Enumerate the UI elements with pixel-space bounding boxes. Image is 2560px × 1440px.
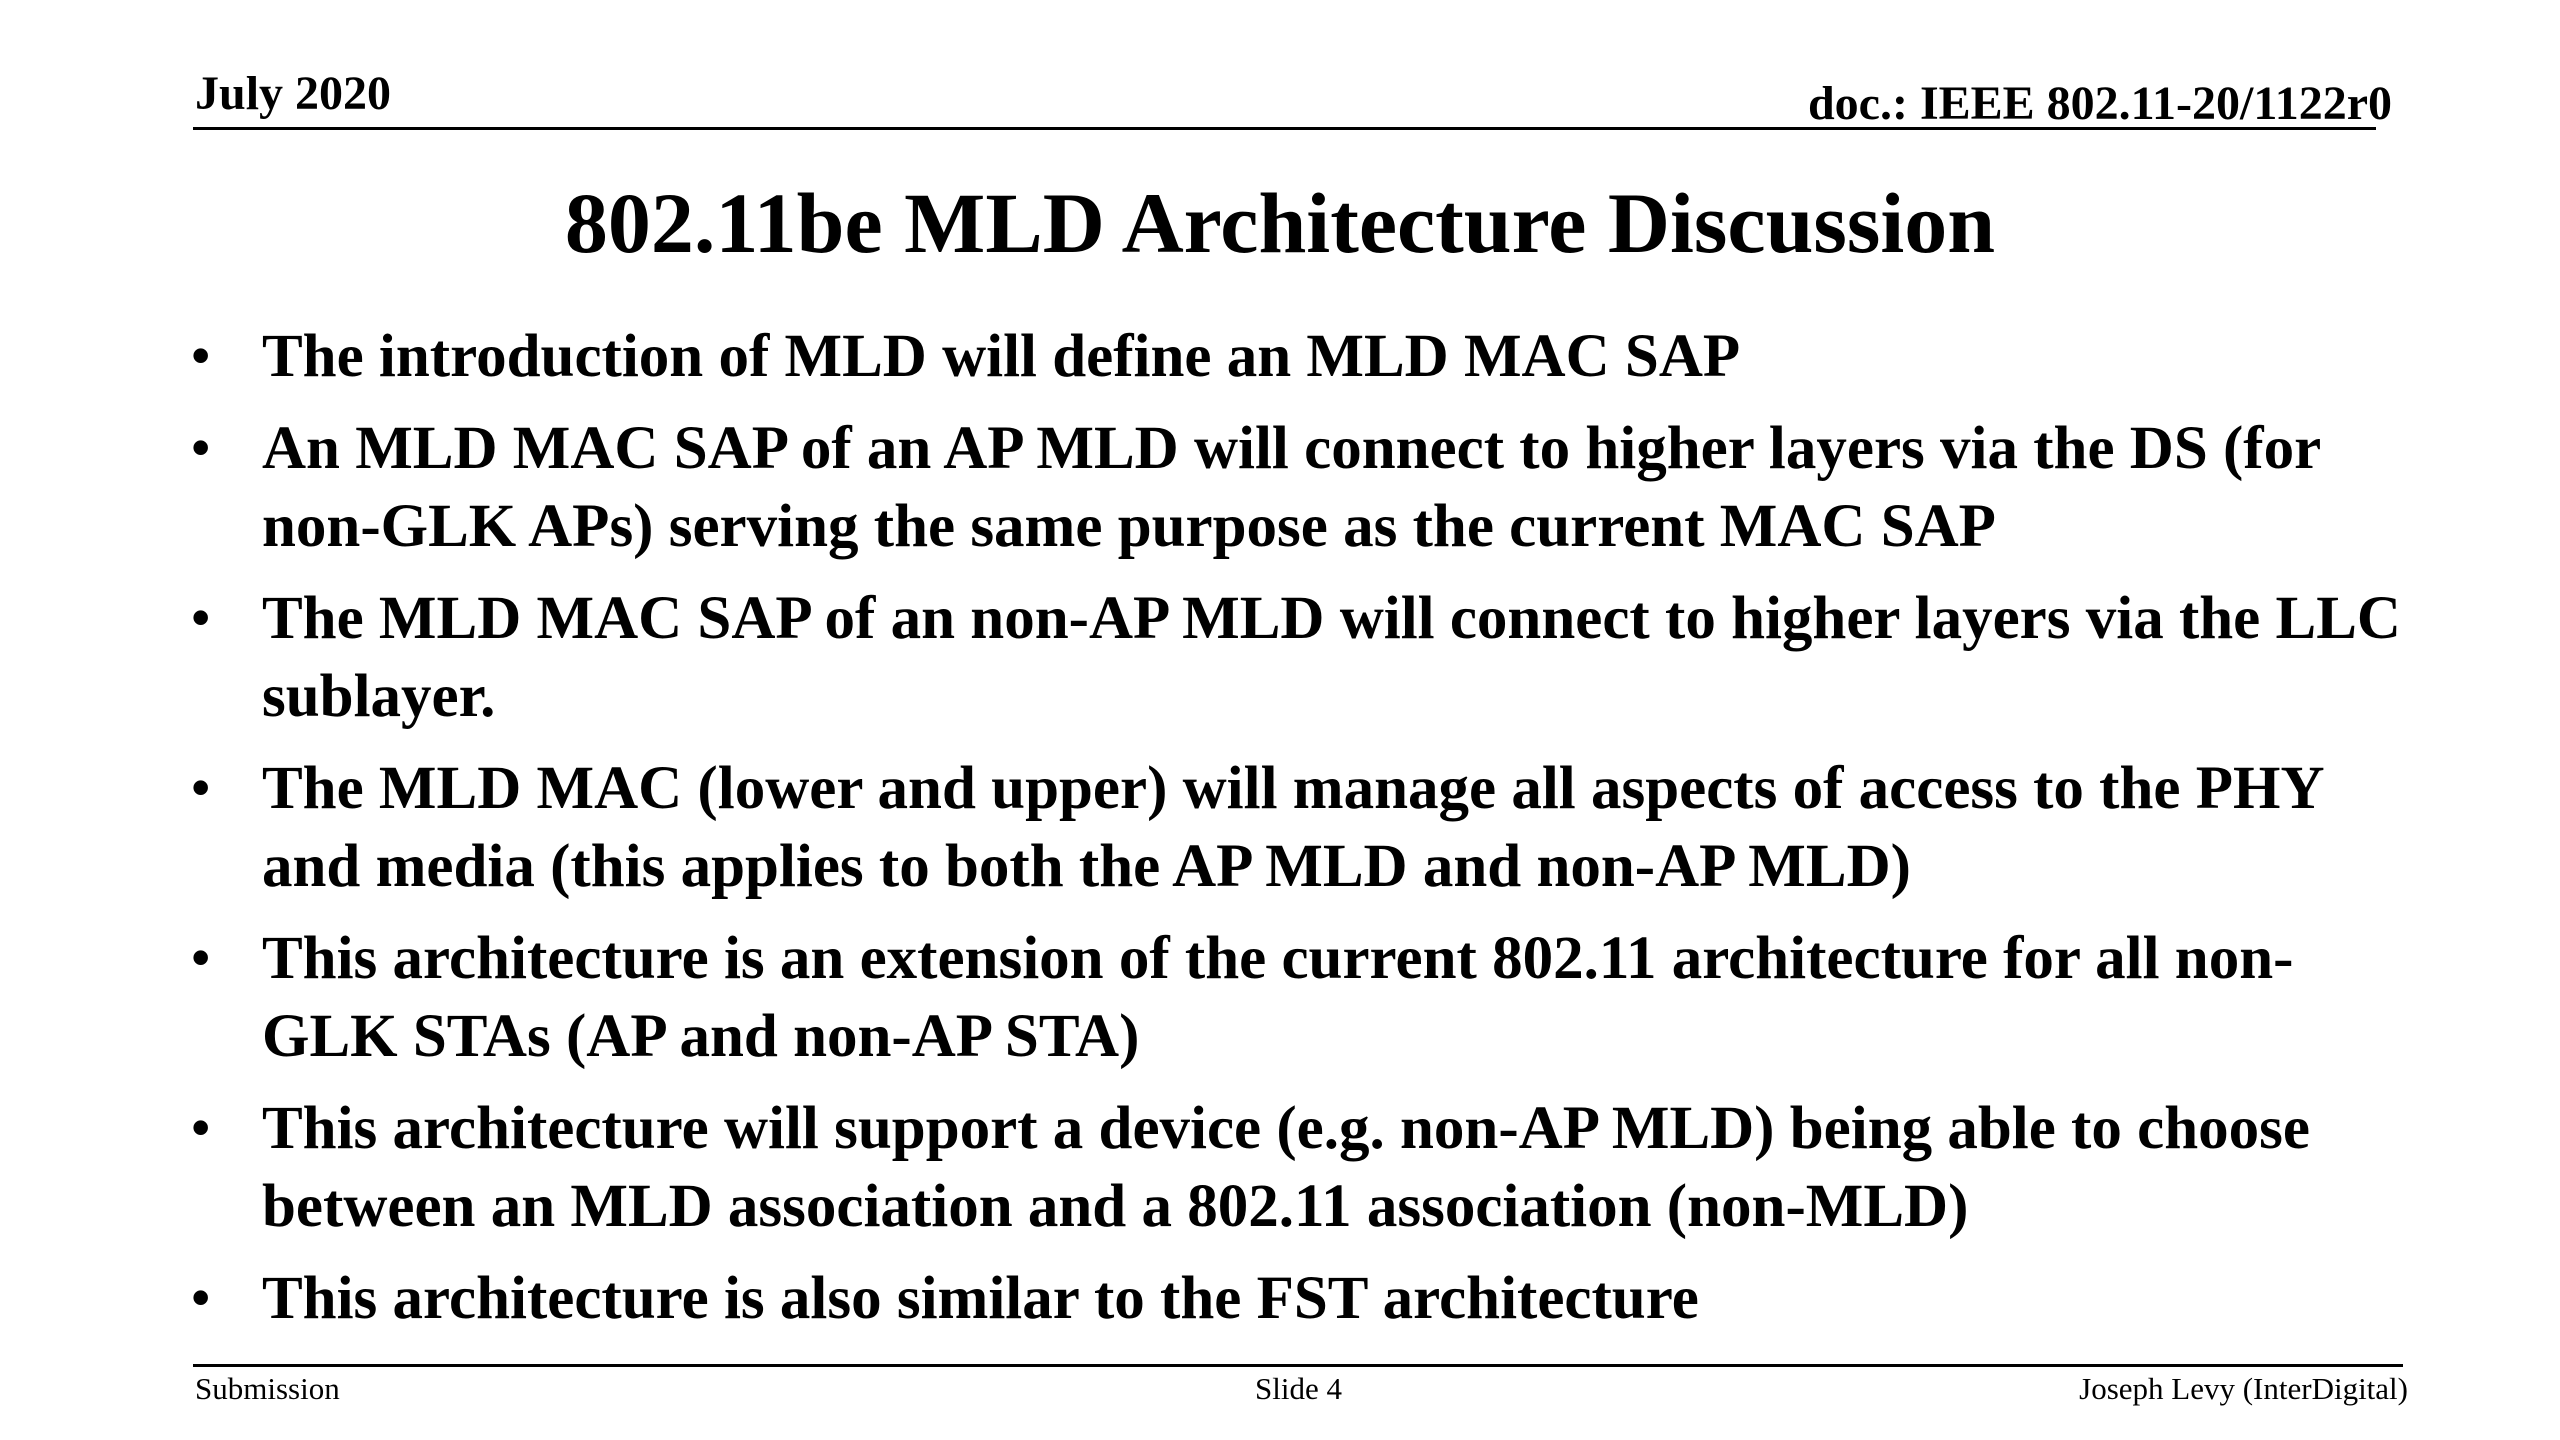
bullet-text-7: This architecture is also similar to the FST architecture — [262, 1265, 1699, 1332]
bullet-text-6: This architecture will support a device (e.g. non-AP MLD) being able to choose between an MLD association and a 802.11 association (non-MLD) — [262, 1095, 2310, 1240]
bullet-marker: • — [190, 755, 212, 822]
bullet-marker: • — [190, 323, 212, 390]
footer-submission: Submission — [195, 1371, 340, 1406]
bullet-item-5 — [190, 920, 2420, 1076]
header-date: July 2020 — [195, 67, 392, 120]
bullet-marker: • — [190, 1265, 212, 1332]
bullet-marker: • — [190, 585, 212, 652]
slide-title: 802.11be MLD Architecture Discussion — [564, 175, 1996, 271]
bullet-text-3: The MLD MAC SAP of an non-AP MLD will connect to higher layers via the LLC sublayer. — [262, 585, 2401, 730]
bullet-text-1: The introduction of MLD will define an MLD MAC SAP — [262, 323, 1741, 390]
bullet-item-3 — [190, 580, 2420, 736]
bullet-item-7 — [190, 1260, 2420, 1338]
bullet-text-5: This architecture is an extension of the current 802.11 architecture for all non-GLK STAs (AP and non-AP STA) — [262, 925, 2294, 1070]
header-doc-id: doc.: IEEE 802.11-20/1122r0 — [1807, 77, 2392, 130]
bullet-item-2 — [190, 410, 2420, 566]
bullet-text-2: An MLD MAC SAP of an AP MLD will connect to higher layers via the DS (for non-GLK APs) serving the same purpose as the current MAC SAP — [262, 415, 2321, 560]
bullet-text-4: The MLD MAC (lower and upper) will manage all aspects of access to the PHY and media (this applies to both the AP MLD and non-AP MLD) — [262, 755, 2323, 900]
bullet-marker: • — [190, 1095, 212, 1162]
bullet-list — [190, 318, 2420, 1352]
header-divider — [193, 127, 2376, 130]
bullet-item-4 — [190, 750, 2420, 906]
bullet-item-6 — [190, 1090, 2420, 1246]
footer-divider — [193, 1364, 2403, 1367]
bullet-marker: • — [190, 415, 212, 482]
bullet-marker: • — [190, 925, 212, 992]
footer-slide-number: Slide 4 — [1255, 1371, 1342, 1406]
bullet-item-1 — [190, 318, 2420, 396]
footer-author: Joseph Levy (InterDigital) — [2079, 1371, 2408, 1406]
